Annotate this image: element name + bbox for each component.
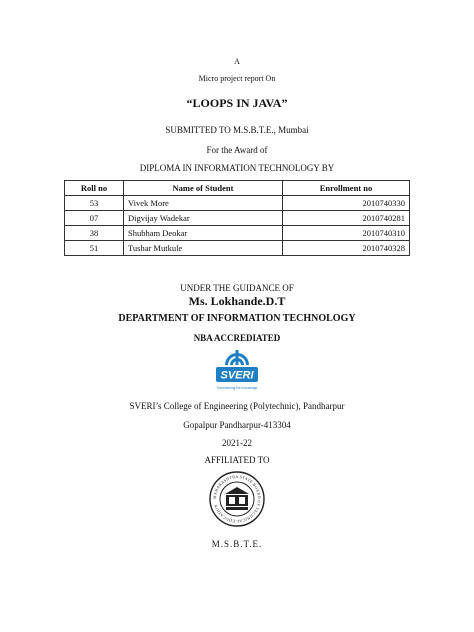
- affiliated-label: AFFILIATED TO: [204, 455, 270, 465]
- roll-cell: 07: [65, 211, 124, 226]
- table-header-row: [65, 181, 410, 196]
- msbte-ring-text: MAHARASHTRA STATE BOARD OF TECHNICAL EDUCATION: [211, 473, 263, 525]
- table-row: [65, 196, 410, 211]
- guide-name: Ms. Lokhande.D.T: [188, 294, 286, 308]
- column-header-name: Name of Student: [124, 181, 283, 196]
- report-subtitle: Micro project report On: [198, 74, 276, 83]
- column-header-roll: Roll no: [65, 181, 124, 196]
- roll-cell: 38: [65, 226, 124, 241]
- report-title: “LOOPS IN JAVA”: [186, 96, 288, 110]
- guidance-label: UNDER THE GUIDANCE OF: [180, 283, 294, 293]
- footer-msbte: M.S.B.T.E.: [211, 539, 263, 549]
- award-line: For the Award of: [206, 145, 268, 155]
- sveri-emblem-arcs: [225, 350, 249, 365]
- sveri-logo-tagline: Transforming the Knowledge: [216, 386, 258, 390]
- table-row: [65, 211, 410, 226]
- roll-cell: 51: [65, 241, 124, 256]
- enrollment-cell: 2010740328: [283, 241, 410, 256]
- academic-year: 2021-22: [222, 438, 252, 448]
- enrollment-cell: 2010740281: [283, 211, 410, 226]
- name-cell: Shubham Deokar: [124, 226, 283, 241]
- cover-letter-a: A: [234, 57, 240, 66]
- college-address: Gopalpur Pandharpur-413304: [183, 420, 291, 430]
- name-cell: Tushar Mutkule: [124, 241, 283, 256]
- msbte-seal: [208, 470, 266, 528]
- submitted-to-line: SUBMITTED TO M.S.B.T.E., Mumbai: [165, 125, 309, 135]
- enrollment-cell: 2010740310: [283, 226, 410, 241]
- column-header-enrollment: Enrollment no: [283, 181, 410, 196]
- roll-cell: 53: [65, 196, 124, 211]
- msbte-book-emblem: [225, 487, 249, 510]
- college-name: SVERI’s College of Engineering (Polytechnic), Pandharpur: [129, 401, 345, 411]
- sveri-logo-text: SVERI: [220, 369, 254, 382]
- enrollment-cell: 2010740330: [283, 196, 410, 211]
- table-row: [65, 226, 410, 241]
- table-row: [65, 241, 410, 256]
- sveri-logo: [210, 349, 264, 395]
- name-cell: Vivek More: [124, 196, 283, 211]
- accreditation-line: NBA ACCREDIATED: [193, 333, 281, 343]
- diploma-line: DIPLOMA IN INFORMATION TECHNOLOGY BY: [139, 163, 335, 173]
- student-table: [64, 180, 410, 256]
- department-name: DEPARTMENT OF INFORMATION TECHNOLOGY: [118, 313, 356, 324]
- name-cell: Digvijay Wadekar: [124, 211, 283, 226]
